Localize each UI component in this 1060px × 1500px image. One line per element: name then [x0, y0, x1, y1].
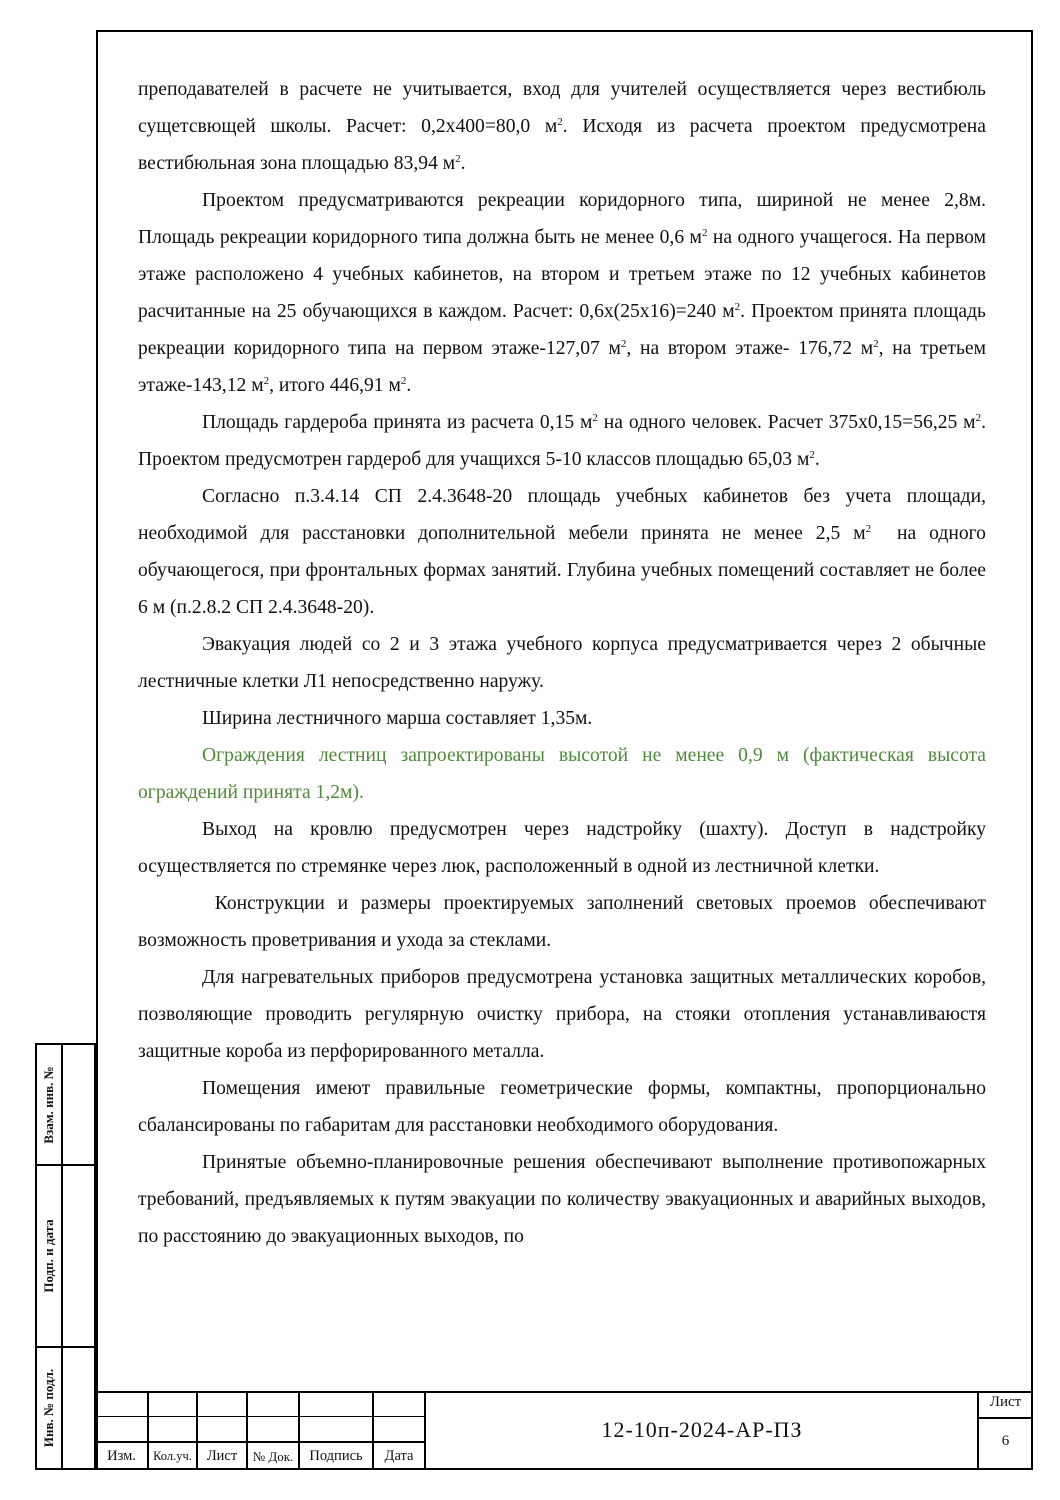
side-stamp-inv: [35, 1346, 96, 1470]
column-label-signature: Подпись: [309, 1448, 363, 1464]
paragraph: Эвакуация людей со 2 и 3 этажа учебного корпуса предусматривается через 2 обычные лестничные клетки Л1 непосредственно наружу.: [138, 634, 986, 692]
paragraph: Проектом предусматриваются рекреации коридорного типа, шириной не менее 2,8м. Площадь рекреации коридорного типа должна быть не менее 0,6 $м^2$ на одного учащегося. На первом этаже расположено 4 учебных кабинетов, на втором и третьем этаже по 12 учебных кабинетов расчитанные на 25 обучающихся в каждом. Расчет: 0,6х(25х16)=240 $м^2$. Проектом принята площадь рекреации коридорного типа на первом этаже-127,07 $м^2$, на втором этаже- 176,72 $м^2$, на третьем этаже-143,12 $м^2$, итого 446,91 $м^2$.: [138, 190, 986, 396]
column-label-doc: № Док.: [252, 1449, 294, 1464]
title-block: [96, 1391, 1033, 1470]
column-label-izm: Изм.: [107, 1448, 136, 1464]
paragraph: Выход на кровлю предусмотрен через надстройку (шахту). Доступ в надстройку осуществляется по стремянке через люк, расположенный в одной из лестничной клетки.: [138, 819, 986, 877]
column-label-date: Дата: [384, 1448, 414, 1464]
paragraph: преподавателей в расчете не учитывается, вход для учителей осуществляется через вестибюль сущетсвющей школы. Расчет: 0,2х400=80,0 $м^2$. Исходя из расчета проектом предусмотрена вестибюльная зона площадью 83,94 $м^2$.: [138, 79, 986, 174]
sheet-number: 6: [1001, 1433, 1010, 1449]
paragraph: Ширина лестничного марша составляет 1,35м.: [202, 708, 593, 729]
paragraph: Площадь гардероба принята из расчета 0,15 $м^2$ на одного человек. Расчет 375х0,15=56,25 $м^2$. Проектом предусмотрен гардероб для учащихся 5-10 классов площадью 65,03 $м^2$.: [138, 412, 986, 470]
paragraph: Принятые объемно-планировочные решения обеспечивают выполнение противопожарных требований, предъявляемых к путям эвакуации по количеству эвакуационных и аварийных выходов, по расстоянию до эвакуационных выходов, по: [138, 1152, 986, 1247]
paragraph-highlighted: Ограждения лестниц запроектированы высотой не менее 0,9 м (фактическая высота ограждений принята 1,2м).: [138, 745, 986, 803]
body-text: [138, 71, 986, 1255]
column-label-koluch: Кол.уч.: [153, 1449, 192, 1463]
paragraph: Конструкции и размеры проектируемых заполнений световых проемов обеспечивают возможность проветривания и ухода за стеклами.: [138, 893, 986, 951]
side-stamp-label: Инв. № подл.: [41, 1368, 56, 1448]
side-stamp-vzam: [35, 1043, 96, 1166]
column-label-list: Лист: [206, 1448, 238, 1464]
side-stamp-label: Взам. инв. №: [41, 1065, 56, 1144]
paragraph: Согласно п.3.4.14 СП 2.4.3648-20 площадь учебных кабинетов без учета площади, необходимой для расстановки дополнительной мебели принята не менее 2,5 $м^2$ на одного обучающегося, при фронтальных формах занятий. Глубина учебных помещений составляет не более 6 м (п.2.8.2 СП 2.4.3648-20).: [138, 486, 986, 618]
side-stamp-label: Подп. и дата: [41, 1219, 56, 1293]
document-code: 12-10п-2024-АР-ПЗ: [601, 1417, 803, 1442]
paragraph: Помещения имеют правильные геометрические формы, компактны, пропорционально сбалансированы по габаритам для расстановки необходимого оборудования.: [138, 1078, 986, 1136]
side-stamp-podp: [35, 1164, 96, 1348]
paragraph: Для нагревательных приборов предусмотрена установка защитных металлических коробов, позволяющие проводить регулярную очистку прибора, на стояки отопления устанавливаюстя защитные короба из перфорированного металла.: [138, 967, 986, 1062]
sheet-label: Лист: [989, 1394, 1022, 1410]
